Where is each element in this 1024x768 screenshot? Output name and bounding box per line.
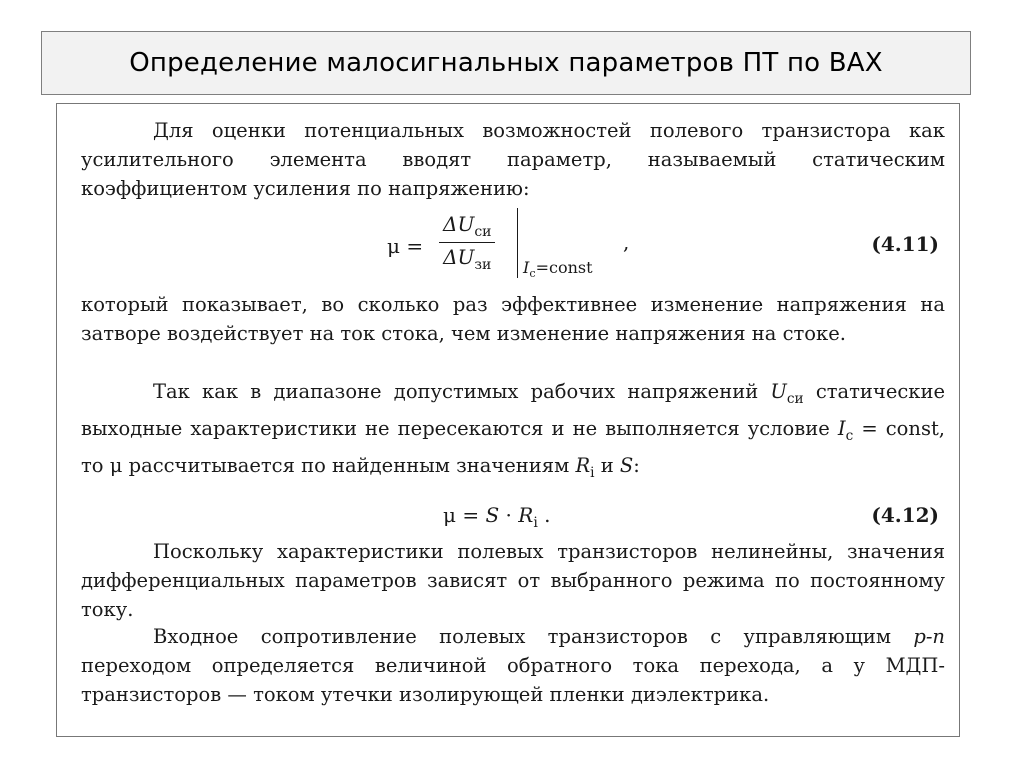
equation-4-11-comma: , [623,230,630,254]
fraction-denominator: $\Delta U_{зи}$ [443,245,492,273]
equation-4-11-lhs: μ = [387,234,424,258]
paragraph-4: Поскольку характеристики полевых транзисторов нелинейны, значения дифференциальных параметров зависят от выбранного режима по постоянному току. [81,540,945,621]
paragraph-1: Для оценки потенциальных возможностей полевого транзистора как усилительного элемента вводят параметр, называемый статическим коэффициентом усиления по напряжению: [81,119,945,200]
paragraph-5: Входное сопротивление полевых транзисторов с управляющим p-n переходом определяется величиной обратного тока перехода, а у МДП-транзисторов — током утечки изолирующей пленки диэлектрика. [81,625,945,706]
slide-title-box [41,31,971,95]
document-scan [56,103,960,737]
slide-title: Определение малосигнальных параметров ПТ по ВАХ [129,48,883,78]
equation-4-12: $\mu = S \cdot R_i$ . [443,503,551,531]
fraction-numerator: $\Delta U_{си}$ [439,212,495,243]
evaluation-bar [517,208,518,278]
equation-4-12-number: (4.12) [871,503,939,527]
equation-4-11-fraction [439,212,495,273]
paragraph-3: Так как в диапазоне допустимых рабочих напряжений $U_{си}$ статические выходные характеристики не пересекаются и не выполняется условие $I_с$ = const, то μ рассчитывается по найденным значениям $R_i$ и S: [81,380,946,481]
equation-4-11-number: (4.11) [871,232,939,256]
paragraph-2: который показывает, во сколько раз эффективнее изменение напряжения на затворе воздействует на ток стока, чем изменение напряжения на стоке. [81,293,945,345]
equation-4-11-condition: $I_с=const$ [523,258,593,281]
